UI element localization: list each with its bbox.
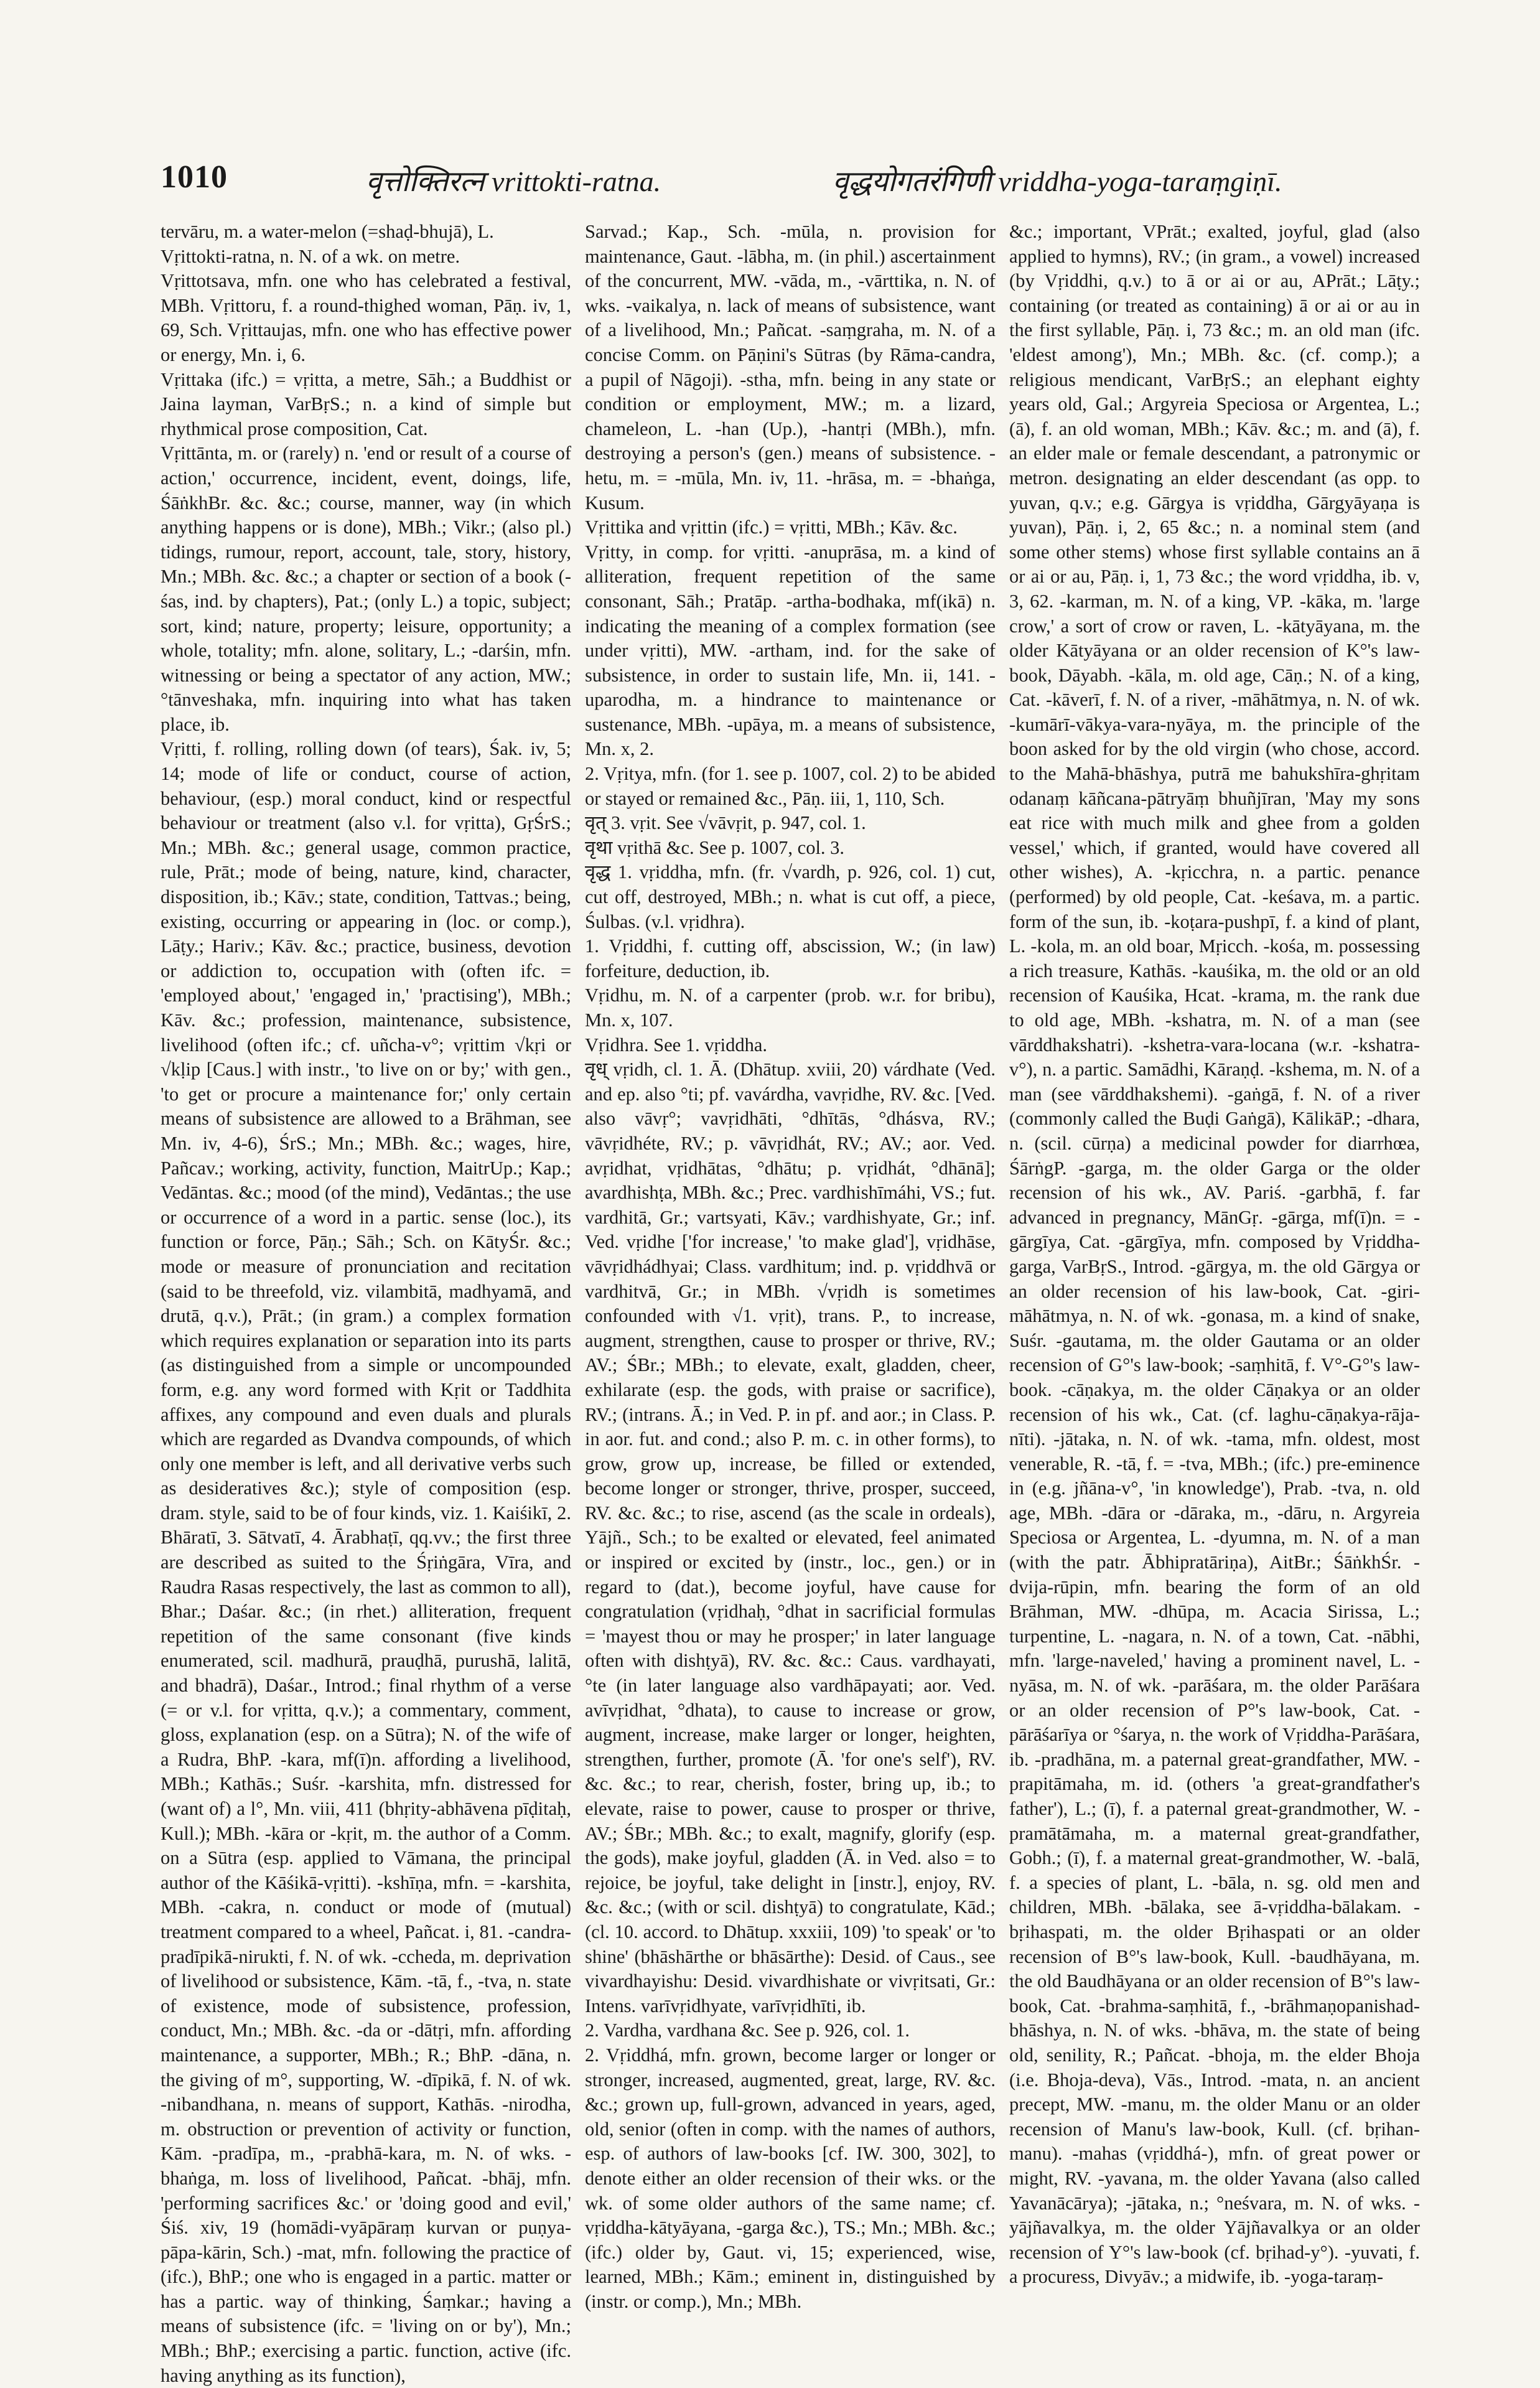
right-running-headword: वृद्धयोगतरंगिणी vriddha-yoga-taraṃgiṇī.: [833, 166, 1282, 197]
dictionary-entry: Sarvad.; Kap., Sch. -mūla, n. provision for maintenance, Gaut. -lābha, m. (in phil.) ascertainment of the concurrent, MW. -vāda, m., -vārttika, n. N. of wks. -vaikalya, n. lack of means of subsistence, want of a livelihood, Mn.; Pañcat. -saṃgraha, m. N. of a concise Comm. on Pāṇini's Sūtras (by Rāma-candra, a pupil of Nāgoji). -stha, mfn. being in any state or condition or employment, MW.; m. a lizard, chameleon, L. -han (Up.), -hantṛi (MBh.), mfn. destroying a person's (gen.) means of subsistence. -hetu, m. = -mūla, Mn. iv, 11. -hrāsa, m. = -bhaṅga, Kusum.: [585, 221, 996, 513]
dictionary-entry: Vṛittika and vṛittin (ifc.) = vṛitti, MBh.; Kāv. &c.: [585, 517, 958, 538]
column-2: [585, 220, 996, 2388]
dictionary-entry: 2. Vṛitya, mfn. (for 1. see p. 1007, col. 2) to be abided or stayed or remained &c., Pāṇ. iii, 1, 110, Sch.: [585, 763, 996, 809]
dictionary-entry: &c.; important, VPrāt.; exalted, joyful, glad (also applied to hymns), RV.; (in gram., a vowel) increased (by Vṛiddhi, q.v.) to ā or ai or au, APrāt.; Lāṭy.; containing (or treated as containing) ā or ai or au in the first syllable, Pāṇ. i, 73 &c.; m. an old man (ifc. 'eldest among'), Mn.; MBh. &c. (cf. comp.); a religious mendicant, VarBṛS.; an elephant eighty years old, Gal.; Argyreia Speciosa or Argentea, L.; (ā), f. an old woman, MBh.; Kāv. &c.; m. and (ā), f. an elder male or female descendant, a patronymic or metron. designating an elder descendant (as opp. to yuvan, q.v.; e.g. Gārgya is vṛiddha, Gārgyāyaṇa is yuvan), Pāṇ. i, 2, 65 &c.; n. a nominal stem (and some other stems) whose first syllable contains an ā or ai or au, Pāṇ. i, 1, 73 &c.; the word vṛiddha, ib. v, 3, 62. -karman, m. N. of a king, VP. -kāka, m. 'large crow,' a sort of crow or raven, L. -kātyāyana, m. the older Kātyāyana or an older recension of K°'s law-book, Dāyabh. -kāla, m. old age, Cāṇ.; N. of a king, Cat. -kāverī, f. N. of a river, -māhātmya, n. N. of wk. -kumārī-vākya-vara-nyāya, m. the principle of the boon asked for by the old virgin (who chose, accord. to the Mahā-bhāshya, putrā me bahukshīra-ghṛitam odanaṃ kāñcana-pātryāṃ bhuñjīran, 'May my sons eat rice with much milk and ghee from a golden vessel,' which, if granted, would have covered all other wishes), A. -kṛicchra, n. a partic. penance (performed) by old people, Cat. -keśava, m. a partic. form of the sun, ib. -koṭara-pushpī, f. a kind of plant, L. -kola, m. an old boar, Mṛicch. -kośa, m. possessing a rich treasure, Kathās. -kauśika, m. the old or an old recension of Kauśika, Hcat. -krama, m. the rank due to old age, MBh. -kshatra, m. N. of a man (see vārddhakshatri). -kshetra-vara-locana (w.r. -kshatra-v°), n. a partic. Samādhi, Kāraṇḍ. -kshema, m. N. of a man (see vārddhakshemi). -gaṅgā, f. N. of a river (commonly called the Buḍi Gaṅgā), KālikāP.; -dhara, n. (scil. cūrṇa) a medicinal powder for diarrhœa, ŚārṅgP. -garga, m. the older Garga or the older recension of his wk., AV. Pariś. -garbhā, f. far advanced in pregnancy, MānGṛ. -gārga, mf(ī)n. = -gārgīya, Cat. -gārgīya, mfn. composed by Vṛiddha-garga, VarBṛS., Introd. -gārgya, m. the old Gārgya or an older recension of his law-book, Cat. -giri-māhātmya, n. N. of wk. -gonasa, m. a kind of snake, Suśr. -gautama, m. the older Gautama or an older recension of G°'s law-book; -saṃhitā, f. V°-G°'s law-book. -cāṇakya, m. the older Cāṇakya or an older recension of his wk., Cat. (cf. laghu-cāṇakya-rāja-nīti). -jātaka, n. N. of wk. -tama, mfn. oldest, most venerable, R. -tā, f. = -tva, MBh.; (ifc.) pre-eminence in (e.g. jñāna-v°, 'in knowledge'), Prab. -tva, n. old age, MBh. -dāra or -dāraka, m., -dāru, n. Argyreia Speciosa or Argentea, L. -dyumna, m. N. of a man (with the patr. Ābhipratāriṇa), AitBr.; ŚāṅkhŚr. -dvija-rūpin, mfn. bearing the form of an old Brāhman, MW. -dhūpa, m. Acacia Sirissa, L.; turpentine, L. -nagara, n. N. of a town, Cat. -nābhi, mfn. 'large-naveled,' having a prominent navel, L. -nyāsa, m. N. of wk. -parāśara, m. the older Parāśara or an older recension of P°'s law-book, Cat. -pārāśarīya or °śarya, n. the work of Vṛiddha-Parāśara, ib. -pradhāna, m. a paternal great-grandfather, MW. -prapitāmaha, m. id. (others 'a great-grandfather's father'), L.; (ī), f. a paternal great-grandmother, W. -pramātāmaha, m. a maternal great-grandfather, Gobh.; (ī), f. a maternal great-grandmother, W. -balā, f. a species of plant, L. -bāla, n. sg. old men and children, MBh. -bālaka, see ā-vṛiddha-bālakam. -bṛihaspati, m. the older Bṛihaspati or an older recension of B°'s law-book, Kull. -baudhāyana, m. the old Baudhāyana or an older recension of B°'s law-book, Cat. -brahma-saṃhitā, f., -brāhmaṇopanishad-bhāshya, n. N. of wks. -bhāva, m. the state of being old, senility, R.; Pañcat. -bhoja, m. the elder Bhoja (i.e. Bhoja-deva), Vās., Introd. -mata, n. an ancient precept, MW. -manu, m. the older Manu or an older recension of Manu's law-book, Kull. (cf. bṛihan-manu). -mahas (vṛiddhá-), mfn. of great power or might, RV. -yavana, m. the older Yavana (also called Yavanācārya); -jātaka, n.; °neśvara, m. N. of wks. -yājñavalkya, m. the older Yājñavalkya or an older recension of Y°'s law-book (cf. bṛihad-y°). -yuvati, f. a procuress, Divyāv.; a midwife, ib. -yoga-taraṃ-: [1009, 221, 1420, 2288]
dictionary-entry: वृध् vṛidh, cl. 1. Ā. (Dhātup. xviii, 20) várdhate (Ved. and ep. also °ti; pf. vavárdha, vavṛidhe, RV. &c. [Ved. also vāvṛ°; vavṛidhāti, °dhītās, °dhásva, RV.; vāvṛidhéte, RV.; p. vāvṛidhát, RV.; AV.; aor. Ved. avṛidhat, vṛidhātas, °dhātu; p. vṛidhát, °dhānā]; avardhishṭa, MBh. &c.; Prec. vardhishīmáhi, VS.; fut. vardhitā, Gr.; vartsyati, Kāv.; vardhishyate, Gr.; inf. Ved. vṛidhe ['for increase,' 'to make glad'], vṛidhāse, vāvṛidhádhyai; Class. vardhitum; ind. p. vṛiddhvā or vardhitvā, Gr.; in MBh. √vṛidh is sometimes confounded with √1. vṛit), trans. P., to increase, augment, strengthen, cause to prosper or thrive, RV.; AV.; ŚBr.; MBh.; to elevate, exalt, gladden, cheer, exhilarate (esp. the gods, with praise or sacrifice), RV.; (intrans. Ā.; in Ved. P. in pf. and aor.; in Class. P. in aor. fut. and cond.; also P. m. c. in other forms), to grow, grow up, increase, be filled or extended, become longer or stronger, thrive, prosper, succeed, RV. &c. &c.; to rise, ascend (as the scale in ordeals), Yājñ., Sch.; to be exalted or elevated, feel animated or inspired or excited by (instr., loc., gen.) or in regard to (dat.), become joyful, have cause for congratulation (vṛidhaḥ, °dhat in sacrificial formulas = 'mayest thou or may he prosper;' in later language often with dishṭyā), RV. &c. &c.: Caus. vardhayati, °te (in later language also vardhāpayati; aor. Ved. avīvṛidhat, °dhata), to cause to increase or grow, augment, increase, make larger or longer, heighten, strengthen, further, promote (Ā. 'for one's self'), RV. &c. &c.; to rear, cherish, foster, bring up, ib.; to elevate, raise to power, cause to prosper or thrive, AV.; ŚBr.; MBh. &c.; to exalt, magnify, glorify (esp. the gods), make joyful, gladden (Ā. in Ved. also = to rejoice, be joyful, take delight in [instr.], enjoy, RV. &c. &c.; (with or scil. dishṭyā) to congratulate, Kād.; (cl. 10. accord. to Dhātup. xxxiii, 109) 'to speak' or 'to shine' (bhāshārthe or bhāsārthe): Desid. of Caus., see vivardhayishu: Desid. vivardhishate or vivṛitsati, Gr.: Intens. varīvṛidhyate, varīvṛidhīti, ib.: [585, 1059, 996, 2016]
dictionary-entry: 2. Vardha, vardhana &c. See p. 926, col. 1.: [585, 2020, 910, 2041]
dictionary-entry: tervāru, m. a water-melon (=shaḍ-bhujā), L.: [161, 221, 494, 242]
page-header: [161, 159, 1422, 208]
dictionary-entry: वृथा vṛithā &c. See p. 1007, col. 3.: [585, 836, 845, 858]
column-3: [1009, 220, 1420, 2388]
dictionary-entry: Vṛitti, f. rolling, rolling down (of tears), Śak. iv, 5; 14; mode of life or conduct, course of action, behaviour, (esp.) moral conduct, kind or respectful behaviour or treatment (also v.l. for vṛitta), GṛŚrS.; Mn.; MBh. &c.; general usage, common practice, rule, Prāt.; mode of being, nature, kind, character, disposition, ib.; Kāv.; state, condition, Tattvas.; being, existing, occurring or appearing in (loc. or comp.), Lāṭy.; Hariv.; Kāv. &c.; practice, business, devotion or addiction to, occupation with (often ifc. = 'employed about,' 'engaged in,' 'practising'), MBh.; Kāv. &c.; profession, maintenance, subsistence, livelihood (often ifc.; cf. uñcha-v°; vṛittim √kṛi or √kḷip [Caus.] with instr., 'to live on or by;' with gen., 'to get or procure a maintenance for;' only certain means of subsistence are allowed to a Brāhman, see Mn. iv, 4-6), ŚrS.; Mn.; MBh. &c.; wages, hire, Pañcav.; working, activity, function, MaitrUp.; Kap.; Vedāntas. &c.; mood (of the mind), Vedāntas.; the use or occurrence of a word in a partic. sense (loc.), its function or force, Pāṇ.; Sāh.; Sch. on KātyŚr. &c.; mode or measure of pronunciation and recitation (said to be threefold, viz. vilambitā, madhyamā, and drutā, q.v.), Prāt.; (in gram.) a complex formation which requires explanation or separation into its parts (as distinguished from a simple or uncompounded form, e.g. any word formed with Kṛit or Taddhita affixes, any compound and even duals and plurals which are regarded as Dvandva compounds, of which only one member is left, and all derivative verbs such as desideratives &c.); style of composition (esp. dram. style, said to be of four kinds, viz. 1. Kaiśikī, 2. Bhāratī, 3. Sātvatī, 4. Ārabhaṭī, qq.vv.; the first three are described as suited to the Śṛiṅgāra, Vīra, and Raudra Rasas respectively, the last as common to all), Bhar.; Daśar. &c.; (in rhet.) alliteration, frequent repetition of the same consonant (five kinds enumerated, scil. madhurā, prauḍhā, purushā, lalitā, and bhadrā), Daśar., Introd.; final rhythm of a verse (= or v.l. for vṛitta, q.v.); a commentary, comment, gloss, explanation (esp. on a Sūtra); N. of the wife of a Rudra, BhP. -kara, mf(ī)n. affording a livelihood, MBh.; Kathās.; Suśr. -karshita, mfn. distressed for (want of) a l°, Mn. viii, 411 (bhṛity-abhāvena pīḍitaḥ, Kull.); MBh. -kāra or -kṛit, m. the author of a Comm. on a Sūtra (esp. applied to Vāmana, the principal author of the Kāśikā-vṛitti). -kshīṇa, mfn. = -karshita, MBh. -cakra, n. conduct or mode of (mutual) treatment compared to a wheel, Pañcat. i, 81. -candra-pradīpikā-nirukti, f. N. of wk. -ccheda, m. deprivation of livelihood or subsistence, Kām. -tā, f., -tva, n. state of existence, mode of subsistence, profession, conduct, Mn.; MBh. &c. -da or -dātṛi, mfn. affording maintenance, a supporter, MBh.; R.; BhP. -dāna, n. the giving of m°, supporting, W. -dīpikā, f. N. of wk. -nibandhana, n. means of support, Kathās. -nirodha, m. obstruction or prevention of activity or function, Kām. -pradīpa, m., -prabhā-kara, m. N. of wks. -bhaṅga, m. loss of livelihood, Pañcat. -bhāj, mfn. 'performing sacrifices &c.' or 'doing good and evil,' Śiś. xiv, 19 (homādi-vyāpāraṃ kurvan or puṇya-pāpa-kārin, Sch.) -mat, mfn. following the practice of (ifc.), BhP.; one who is engaged in a partic. matter or has a partic. way of thinking, Śaṃkar.; having a means of subsistence (ifc. = 'living on or by'), Mn.; MBh.; BhP.; exercising a partic. function, active (ifc. having anything as its function),: [161, 738, 571, 2386]
dictionary-entry: 1. Vṛiddhi, f. cutting off, abscission, W.; (in law) forfeiture, deduction, ib.: [585, 935, 996, 981]
dictionary-entry: वृत् 3. vṛit. See √vāvṛit, p. 947, col. 1.: [585, 812, 866, 834]
dictionary-entry: Vṛittokti-ratna, n. N. of a wk. on metre.: [161, 245, 460, 267]
dictionary-entry: Vṛitty, in comp. for vṛitti. -anuprāsa, m. a kind of alliteration, frequent repetition of the same consonant, Sāh.; Pratāp. -artha-bodhaka, mf(ikā) n. indicating the meaning of a complex formation (see under vṛitti), MW. -artham, ind. for the sake of subsistence, in order to sustain life, Mn. ii, 141. -uparodha, m. a hindrance to maintenance or sustenance, MBh. -upāya, m. a means of subsistence, Mn. x, 2.: [585, 541, 996, 760]
page-number: 1010: [161, 159, 228, 195]
dictionary-entry: Vṛidhra. See 1. vṛiddha.: [585, 1034, 768, 1056]
dictionary-entry: Vṛidhu, m. N. of a carpenter (prob. w.r. for bribu), Mn. x, 107.: [585, 985, 996, 1031]
dictionary-entry: 2. Vṛiddhá, mfn. grown, become larger or longer or stronger, increased, augmented, great, large, RV. &c. &c.; grown up, full-grown, advanced in years, aged, old, senior (often in comp. with the names of authors, esp. of authors of law-books [cf. IW. 300, 302], to denote either an older recension of their wks. or the wk. of some older authors of the same name; cf. vṛiddha-kātyāyana, -garga &c.), TS.; Mn.; MBh. &c.; (ifc.) older by, Gaut. vi, 15; experienced, wise, learned, MBh.; Kām.; eminent in, distinguished by (instr. or comp.), Mn.; MBh.: [585, 2044, 996, 2312]
dictionary-entry: वृद्ध 1. vṛiddha, mfn. (fr. √vardh, p. 926, col. 1) cut, cut off, destroyed, MBh.; n. what is cut off, a piece, Śulbas. (v.l. vṛidhra).: [585, 861, 996, 932]
dictionary-entry: Vṛittaka (ifc.) = vṛitta, a metre, Sāh.; a Buddhist or Jaina layman, VarBṛS.; n. a kind of simple but rhythmical prose composition, Cat.: [161, 368, 571, 439]
text-columns: [161, 220, 1422, 2388]
left-running-headword: वृत्तोक्तिरत्न vrittokti-ratna.: [366, 166, 661, 197]
column-1: [161, 220, 571, 2388]
dictionary-entry: Vṛittānta, m. or (rarely) n. 'end or result of a course of action,' occurrence, incident, event, doings, life, ŚāṅkhBr. &c. &c.; course, manner, way (in which anything happens or is done), MBh.; Vikr.; (also pl.) tidings, rumour, report, account, tale, story, history, Mn.; MBh. &c. &c.; a chapter or section of a book (-śas, ind. by chapters), Pat.; (only L.) a topic, subject; sort, kind; nature, property; leisure, opportunity; a whole, totality; mfn. alone, solitary, L.; -darśin, mfn. witnessing or being a spectator of any action, MW.; °tānveshaka, mfn. inquiring into what has taken place, ib.: [161, 442, 571, 735]
dictionary-entry: Vṛittotsava, mfn. one who has celebrated a festival, MBh. Vṛittoru, f. a round-thighed woman, Pāṇ. iv, 1, 69, Sch. Vṛittaujas, mfn. one who has effective power or energy, Mn. i, 6.: [161, 270, 571, 365]
